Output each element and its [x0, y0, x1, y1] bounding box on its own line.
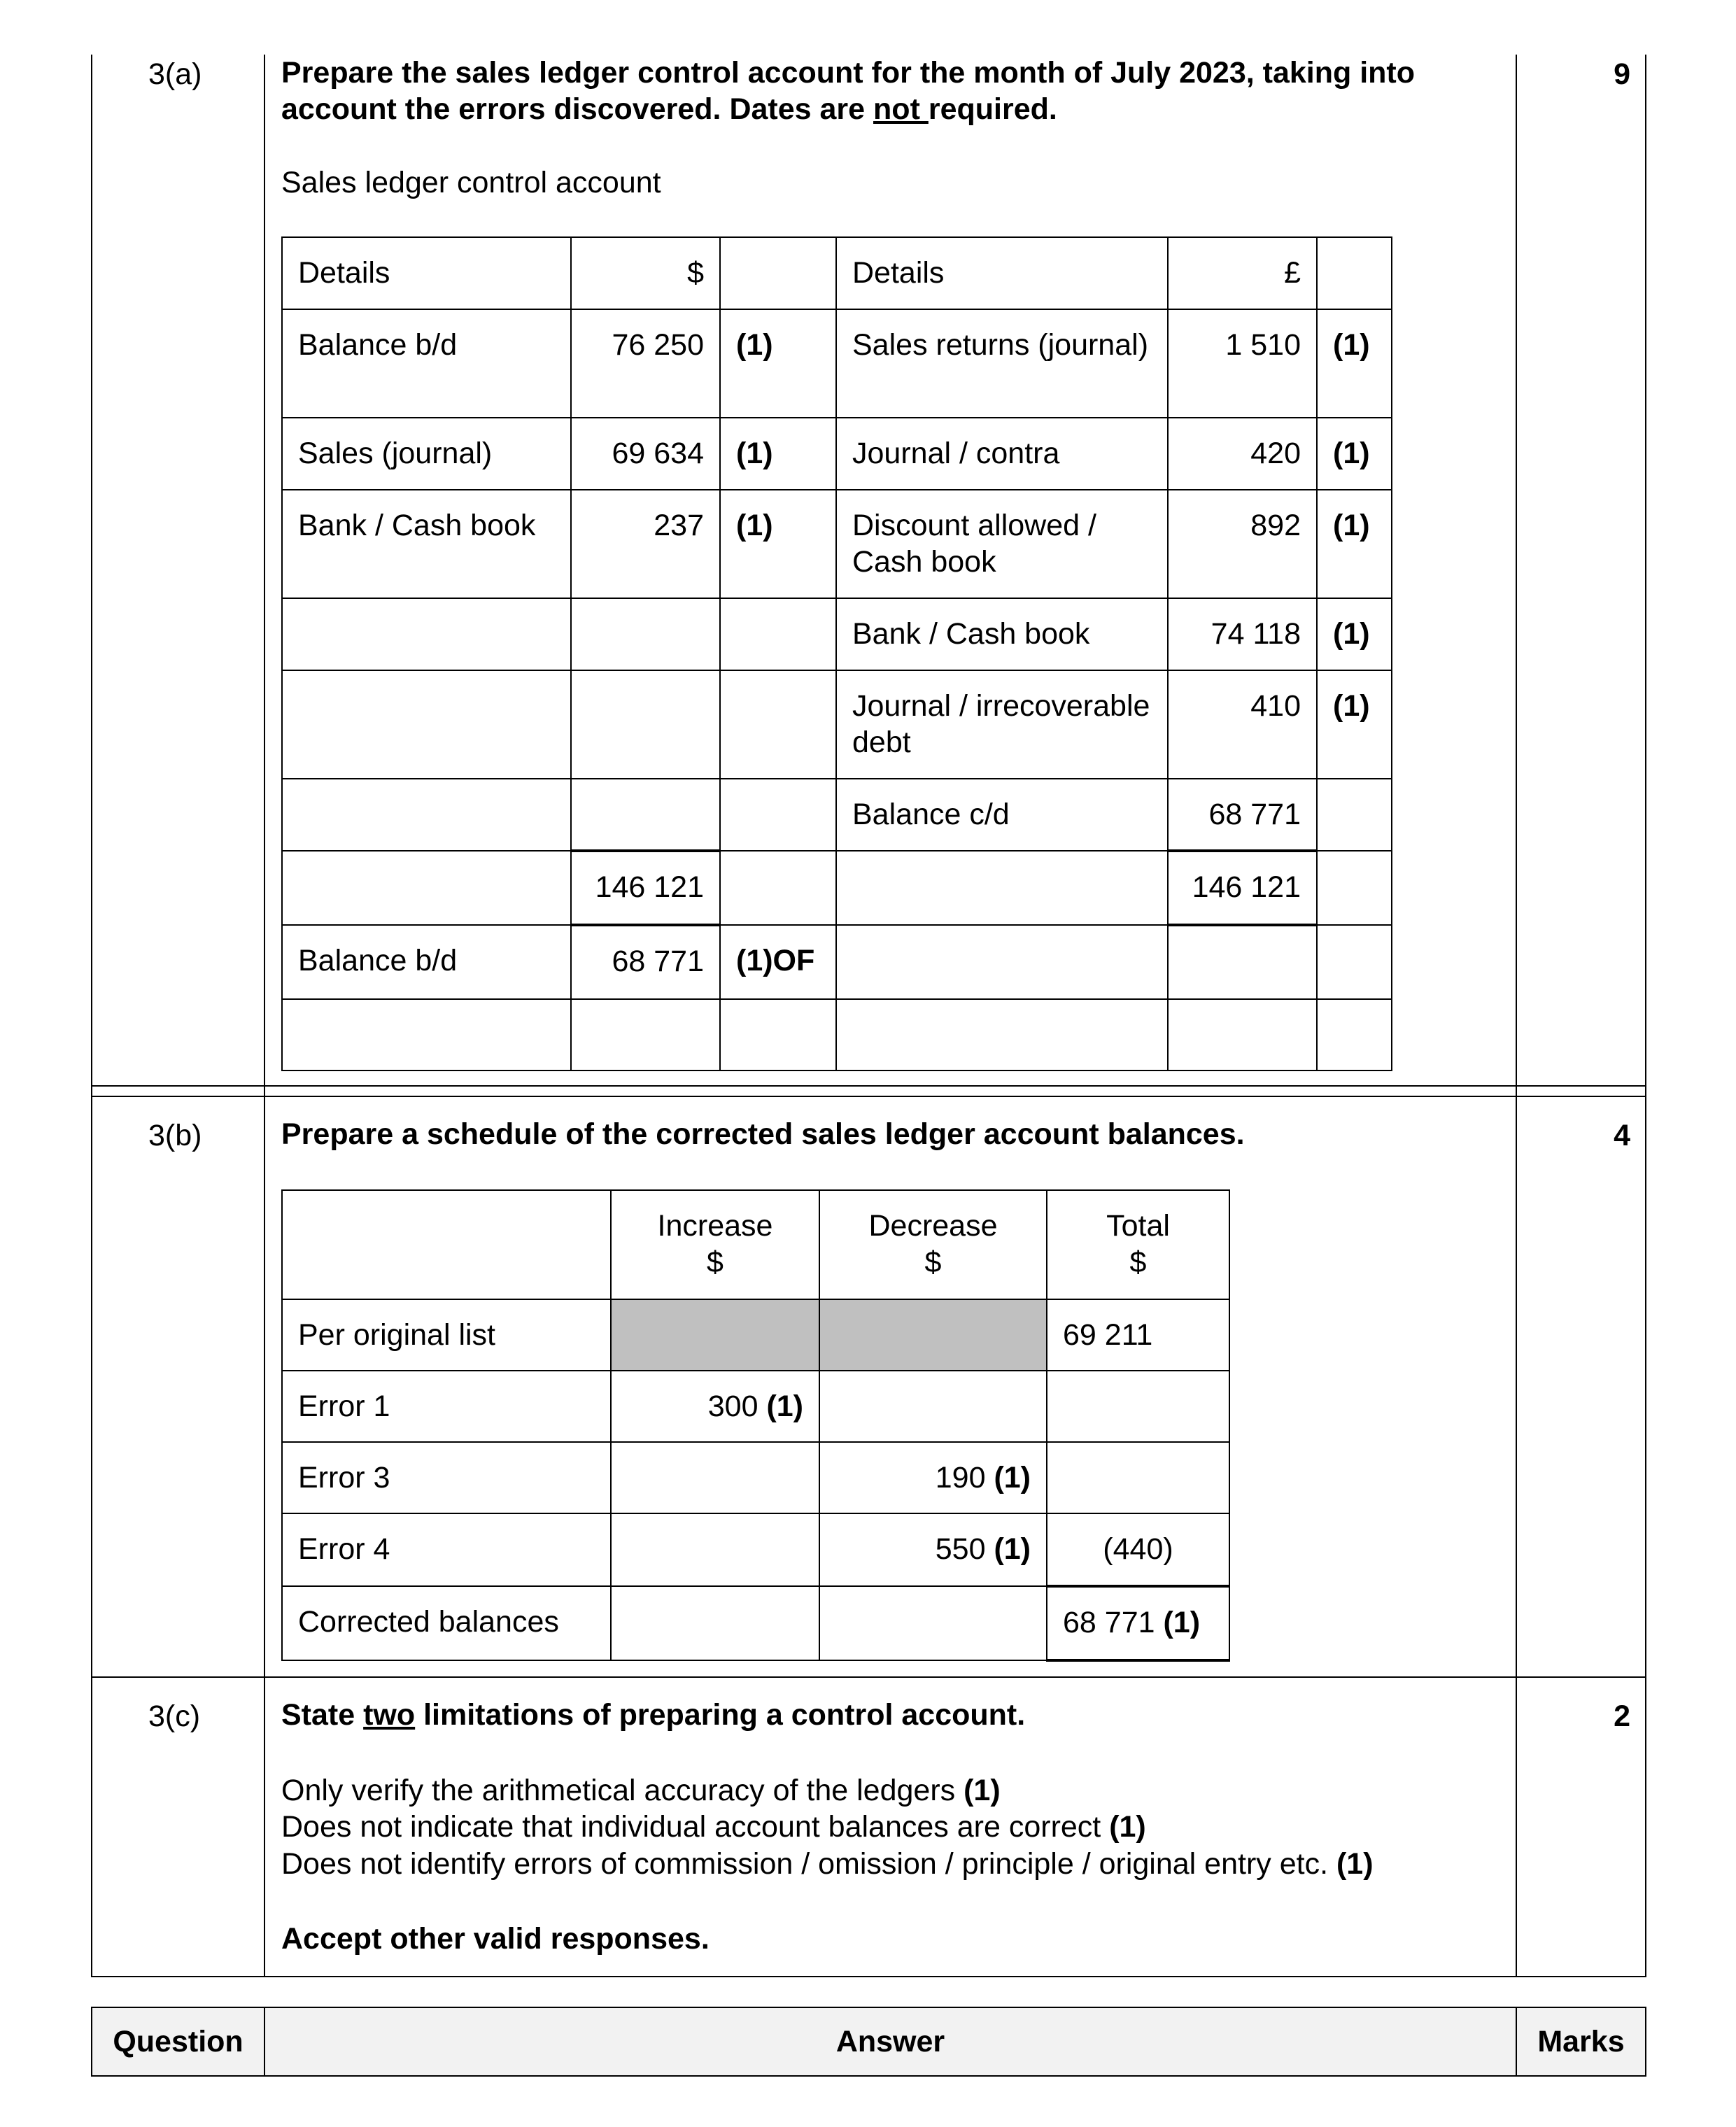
ledger-left-detail: Balance b/d: [282, 925, 571, 999]
ledger-right-mark: [1317, 999, 1392, 1070]
schedule-corrected-total: 68 771 (1): [1047, 1586, 1229, 1660]
ledger-left-amount: [571, 670, 720, 779]
schedule-increase: [611, 1586, 819, 1660]
table-row: [282, 925, 1392, 999]
ledger-right-mark: [1317, 851, 1392, 925]
schedule-header-total: Total $: [1047, 1190, 1229, 1299]
corrected-balances-schedule-table: [281, 1189, 1230, 1662]
schedule-row-label: Error 1: [282, 1371, 611, 1442]
question-3a-line1: Prepare the sales ledger control account for the month of July 2023, taking into: [281, 56, 1416, 90]
ledger-left-detail: [282, 598, 571, 670]
grid-col-divider-2: [1516, 55, 1517, 1977]
ledger-left-amount: [571, 999, 720, 1070]
account-title: Sales ledger control account: [281, 166, 661, 199]
list-item: Only verify the arithmetical accuracy of the ledgers (1): [281, 1774, 1001, 1807]
ledger-header-details-right: Details: [836, 237, 1168, 309]
ledger-right-detail: [836, 925, 1168, 999]
ledger-left-detail: Sales (journal): [282, 418, 571, 490]
ledger-right-amount: 420: [1168, 418, 1317, 490]
ledger-left-mark: (1)OF: [720, 925, 836, 999]
schedule-total: [1047, 1371, 1229, 1442]
question-3c-underline-two: two: [363, 1698, 416, 1732]
schedule-increase-shaded: [611, 1299, 819, 1371]
question-number-3b: 3(b): [148, 1119, 202, 1152]
schedule-header-row: [282, 1190, 1229, 1299]
ledger-left-amount: [571, 598, 720, 670]
answer-list-3c: [281, 1772, 1374, 1882]
schedule-increase: 300 (1): [611, 1371, 819, 1442]
marks-3c: 2: [1614, 1700, 1630, 1733]
table-row: [282, 598, 1392, 670]
schedule-decrease: 550 (1): [819, 1513, 1047, 1586]
schedule-header-increase: Increase $: [611, 1190, 819, 1299]
schedule-increase: [611, 1442, 819, 1513]
schedule-row-label: Corrected balances: [282, 1586, 611, 1660]
ledger-right-amount: 1 510: [1168, 309, 1317, 418]
ledger-header-details-left: Details: [282, 237, 571, 309]
ledger-left-mark: (1): [720, 490, 836, 598]
grid-right-border: [1645, 55, 1646, 1977]
ledger-left-amount: 76 250: [571, 309, 720, 418]
sales-ledger-control-account-table: [281, 236, 1392, 1071]
table-row: [282, 999, 1392, 1070]
question-3a-line2: account the errors discovered. Dates are not required.: [281, 92, 1057, 127]
section-divider-a-b-1: [91, 1085, 1646, 1087]
ledger-header-mark-left: [720, 237, 836, 309]
ledger-left-amount: [571, 779, 720, 851]
ledger-right-amount: 74 118: [1168, 598, 1317, 670]
ledger-right-detail: [836, 999, 1168, 1070]
question-3b-text: Prepare a schedule of the corrected sales ledger account balances.: [281, 1117, 1245, 1151]
ledger-right-mark: (1): [1317, 418, 1392, 490]
list-item: Does not identify errors of commission / omission / principle / original entry etc. (1): [281, 1846, 1374, 1881]
ledger-right-detail: [836, 851, 1168, 925]
list-item: Does not indicate that individual account balances are correct (1): [281, 1810, 1146, 1844]
footer-answer-header: Answer: [264, 2007, 1517, 2077]
ledger-left-amount: 237: [571, 490, 720, 598]
ledger-right-detail: Balance c/d: [836, 779, 1168, 851]
table-row: [282, 1513, 1229, 1586]
ledger-right-detail: Journal / contra: [836, 418, 1168, 490]
schedule-header-blank: [282, 1190, 611, 1299]
schedule-header-decrease: Decrease $: [819, 1190, 1047, 1299]
table-row: [282, 309, 1392, 418]
ledger-right-mark: [1317, 779, 1392, 851]
ledger-right-amount: [1168, 999, 1317, 1070]
ledger-left-detail: Balance b/d: [282, 309, 571, 418]
question-3a-underline-not: not: [873, 92, 929, 127]
ledger-right-mark: (1): [1317, 309, 1392, 418]
ledger-right-detail: Journal / irrecoverable debt: [836, 670, 1168, 779]
ledger-right-amount: 892: [1168, 490, 1317, 598]
ledger-left-mark: [720, 779, 836, 851]
table-row: [282, 779, 1392, 851]
table-row: [282, 670, 1392, 779]
schedule-row-label: Per original list: [282, 1299, 611, 1371]
grid-col-divider-1: [264, 55, 265, 1977]
table-row: [282, 1299, 1229, 1371]
ledger-left-amount: 69 634: [571, 418, 720, 490]
schedule-row-label: Error 3: [282, 1442, 611, 1513]
schedule-total: 69 211: [1047, 1299, 1229, 1371]
marks-3b: 4: [1614, 1119, 1630, 1152]
ledger-header-currency-right: £: [1168, 237, 1317, 309]
ledger-right-mark: (1): [1317, 490, 1392, 598]
table-row: [282, 1371, 1229, 1442]
ledger-left-detail: Bank / Cash book: [282, 490, 571, 598]
schedule-total: [1047, 1442, 1229, 1513]
question-3c-text: State two limitations of preparing a control account.: [281, 1698, 1026, 1732]
ledger-right-amount: 68 771: [1168, 779, 1317, 851]
grid-bottom-border: [91, 1976, 1646, 1977]
ledger-right-amount: 410: [1168, 670, 1317, 779]
section-divider-b-c: [91, 1676, 1646, 1678]
ledger-right-detail: Discount allowed / Cash book: [836, 490, 1168, 598]
ledger-left-mark: [720, 851, 836, 925]
ledger-left-amount: 68 771: [571, 925, 720, 999]
ledger-header-currency-left: $: [571, 237, 720, 309]
ledger-header-mark-right: [1317, 237, 1392, 309]
schedule-decrease-shaded: [819, 1299, 1047, 1371]
ledger-right-amount: [1168, 925, 1317, 999]
marks-3a: 9: [1614, 57, 1630, 91]
table-row: [282, 1442, 1229, 1513]
ledger-left-mark: (1): [720, 418, 836, 490]
question-3a-text: [281, 55, 1513, 128]
grid-left-border: [91, 55, 92, 1977]
question-number-3a: 3(a): [148, 57, 202, 91]
section-divider-a-b-2: [91, 1096, 1646, 1097]
schedule-decrease: [819, 1371, 1047, 1442]
ledger-left-mark: [720, 999, 836, 1070]
accept-other-note: Accept other valid responses.: [281, 1922, 710, 1956]
ledger-totals-row: [282, 851, 1392, 925]
ledger-right-mark: [1317, 925, 1392, 999]
schedule-decrease: [819, 1586, 1047, 1660]
ledger-left-detail: [282, 999, 571, 1070]
schedule-decrease: 190 (1): [819, 1442, 1047, 1513]
footer-header-row: [91, 2007, 1646, 2079]
table-row: [282, 490, 1392, 598]
table-row: [282, 418, 1392, 490]
footer-marks-header: Marks: [1516, 2007, 1646, 2077]
ledger-left-total: 146 121: [571, 851, 720, 925]
ledger-right-detail: Sales returns (journal): [836, 309, 1168, 418]
ledger-right-detail: Bank / Cash book: [836, 598, 1168, 670]
ledger-right-total: 146 121: [1168, 851, 1317, 925]
ledger-right-mark: (1): [1317, 598, 1392, 670]
schedule-total: (440): [1047, 1513, 1229, 1586]
ledger-right-mark: (1): [1317, 670, 1392, 779]
ledger-header-row: [282, 237, 1392, 309]
ledger-left-detail: [282, 670, 571, 779]
ledger-left-mark: (1): [720, 309, 836, 418]
ledger-left-mark: [720, 598, 836, 670]
schedule-row-label: Error 4: [282, 1513, 611, 1586]
question-number-3c: 3(c): [148, 1700, 201, 1733]
schedule-increase: [611, 1513, 819, 1586]
ledger-left-mark: [720, 670, 836, 779]
ledger-left-detail: [282, 779, 571, 851]
footer-question-header: Question: [91, 2007, 265, 2077]
ledger-left-detail: [282, 851, 571, 925]
table-row: [282, 1586, 1229, 1660]
